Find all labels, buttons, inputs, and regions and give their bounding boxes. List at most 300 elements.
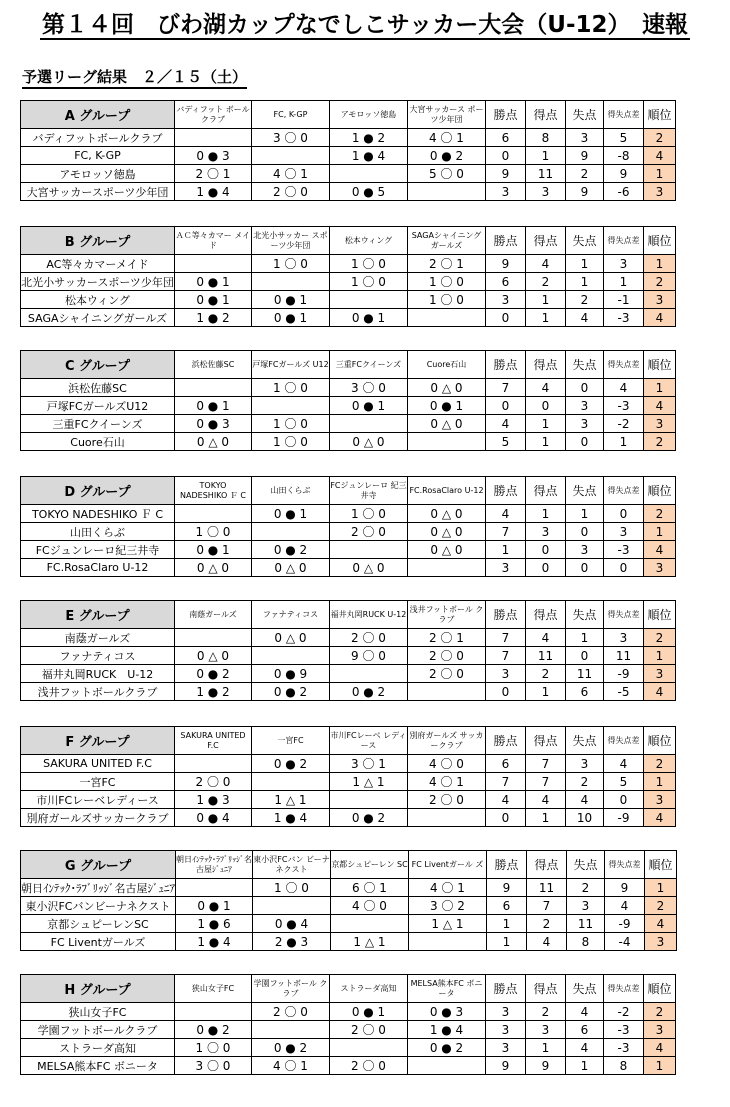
goal-difference-cell: -2 (604, 1003, 644, 1021)
match-result: 0 ● 2 (252, 541, 330, 559)
team-row (21, 773, 676, 791)
stat-header: 勝点 (486, 601, 526, 629)
opponent-header: ストラーダ高知 (330, 975, 408, 1003)
match-result: 0 ● 3 (408, 1003, 486, 1021)
match-result: 0 ● 1 (176, 897, 253, 915)
goals-for-cell: 7 (527, 897, 567, 915)
rank-cell: 3 (644, 665, 676, 683)
team-name: 学園フットボールクラブ (21, 1021, 175, 1039)
goal-difference-cell: -3 (604, 397, 644, 415)
match-result: 4 〇 1 (252, 165, 330, 183)
self-match-cell (408, 559, 486, 577)
match-result: 0 ● 2 (330, 683, 408, 701)
opponent-header: ＡＣ等々カマー メイド (175, 227, 252, 255)
points-cell: 9 (486, 1057, 526, 1075)
goal-difference-cell: -3 (604, 1021, 644, 1039)
goals-for-cell: 1 (526, 1039, 566, 1057)
goals-for-cell: 1 (526, 415, 566, 433)
goals-for-cell: 3 (526, 1021, 566, 1039)
team-row (21, 629, 676, 647)
opponent-header: 南蔭ガールズ (175, 601, 252, 629)
team-row (21, 897, 677, 915)
team-name: 市川FCレーベレディース (21, 791, 175, 809)
rank-cell: 2 (644, 1003, 676, 1021)
self-match-cell (408, 1057, 486, 1075)
goals-against-cell: 0 (566, 647, 604, 665)
stat-header: 失点 (567, 851, 605, 879)
goals-for-cell: 8 (526, 129, 566, 147)
match-result: 4 〇 1 (252, 1057, 330, 1075)
team-row (21, 1057, 676, 1075)
match-result: 0 ● 1 (330, 1003, 408, 1021)
match-result: 0 △ 0 (408, 541, 486, 559)
goals-against-cell: 2 (566, 291, 604, 309)
match-result: 2 〇 1 (408, 255, 486, 273)
stat-header: 得失点差 (604, 727, 644, 755)
match-result: 0 ● 4 (175, 809, 252, 827)
goals-for-cell: 1 (526, 809, 566, 827)
goals-against-cell: 8 (567, 933, 605, 951)
opponent-header: FC.RosaClaro U-12 (408, 477, 486, 505)
team-name: 三重FCクイーンズ (21, 415, 175, 433)
group-table (20, 226, 676, 327)
self-match-cell (330, 291, 408, 309)
team-row (21, 183, 676, 201)
group-table (20, 600, 676, 701)
match-result: 2 〇 0 (252, 1003, 330, 1021)
points-cell: 9 (486, 255, 526, 273)
self-match-cell (330, 665, 408, 683)
match-result: 4 〇 1 (409, 879, 487, 897)
goal-difference-cell: 1 (604, 433, 644, 451)
stat-header: 順位 (644, 477, 676, 505)
team-row (21, 1003, 676, 1021)
points-cell: 7 (486, 773, 526, 791)
goals-against-cell: 3 (567, 897, 605, 915)
self-match-cell (408, 433, 486, 451)
points-cell: 3 (486, 665, 526, 683)
opponent-header: Cuore石山 (408, 351, 486, 379)
goals-against-cell: 11 (566, 665, 604, 683)
team-name: AC等々カマーメイド (21, 255, 175, 273)
goal-difference-cell: 5 (604, 129, 644, 147)
points-cell: 0 (486, 147, 526, 165)
group-table (20, 100, 676, 201)
goals-for-cell: 11 (526, 647, 566, 665)
match-result: 0 ● 5 (330, 183, 408, 201)
goal-difference-cell: 0 (604, 559, 644, 577)
stat-header: 得失点差 (604, 477, 644, 505)
match-result: 1 〇 0 (408, 273, 486, 291)
group-name: G グループ (21, 851, 176, 879)
group-name: B グループ (21, 227, 175, 255)
points-cell: 6 (487, 897, 527, 915)
opponent-header: 浅井フットボール クラブ (408, 601, 486, 629)
team-name: Cuore石山 (21, 433, 175, 451)
opponent-header: 大宮サッカース ポーツ少年団 (408, 101, 486, 129)
team-row (21, 415, 676, 433)
points-cell: 0 (486, 683, 526, 701)
goals-for-cell: 4 (527, 933, 567, 951)
goals-for-cell: 4 (526, 379, 566, 397)
team-name: ファナティコス (21, 647, 175, 665)
goals-against-cell: 6 (566, 683, 604, 701)
rank-cell: 3 (645, 933, 677, 951)
goals-for-cell: 4 (526, 791, 566, 809)
points-cell: 1 (486, 541, 526, 559)
stat-header: 順位 (644, 227, 676, 255)
rank-cell: 2 (644, 505, 676, 523)
goal-difference-cell: -9 (604, 809, 644, 827)
match-result: 0 ● 2 (408, 147, 486, 165)
opponent-header: FCジュンレーロ 紀三井寺 (330, 477, 408, 505)
goal-difference-cell: 4 (604, 379, 644, 397)
goal-difference-cell: -2 (604, 415, 644, 433)
team-name: 大宮サッカースポーツ少年団 (21, 183, 175, 201)
stat-header: 勝点 (487, 851, 527, 879)
goals-against-cell: 1 (566, 273, 604, 291)
rank-cell: 4 (644, 541, 676, 559)
opponent-header: 北光小サッカー スポーツ少年団 (252, 227, 330, 255)
self-match-cell (175, 255, 252, 273)
team-name: 別府ガールズサッカークラブ (21, 809, 175, 827)
points-cell: 3 (486, 559, 526, 577)
match-result: 3 〇 0 (175, 1057, 252, 1075)
match-result: 0 ● 1 (175, 541, 252, 559)
goal-difference-cell: -1 (604, 291, 644, 309)
match-result: 0 △ 0 (252, 629, 330, 647)
goals-for-cell: 1 (526, 505, 566, 523)
points-cell: 3 (486, 291, 526, 309)
points-cell: 5 (486, 433, 526, 451)
points-cell: 0 (486, 809, 526, 827)
match-result: 9 〇 0 (330, 647, 408, 665)
goals-against-cell: 9 (566, 147, 604, 165)
match-result: 2 〇 0 (408, 647, 486, 665)
opponent-header: SAKURA UNITED F.C (175, 727, 252, 755)
group-table (20, 974, 676, 1075)
goal-difference-cell: 1 (604, 273, 644, 291)
match-result: 0 △ 0 (175, 433, 252, 451)
match-result: 5 〇 0 (408, 165, 486, 183)
group-table (20, 350, 676, 451)
self-match-cell (330, 415, 408, 433)
match-result: 1 〇 0 (175, 1039, 252, 1057)
goals-against-cell: 1 (566, 629, 604, 647)
goal-difference-cell: 0 (604, 791, 644, 809)
points-cell: 1 (487, 915, 527, 933)
match-result: 0 △ 0 (408, 523, 486, 541)
match-result: 0 ● 2 (252, 1039, 330, 1057)
points-cell: 6 (486, 129, 526, 147)
goals-against-cell: 1 (566, 255, 604, 273)
match-result: 1 △ 1 (331, 933, 409, 951)
rank-cell: 3 (644, 415, 676, 433)
match-result: 1 ● 2 (330, 129, 408, 147)
goals-for-cell: 2 (526, 273, 566, 291)
stat-header: 失点 (566, 975, 604, 1003)
stat-header: 得失点差 (604, 975, 644, 1003)
match-result: 0 △ 0 (252, 559, 330, 577)
goals-for-cell: 11 (527, 879, 567, 897)
group-table (20, 476, 676, 577)
match-result: 0 ● 1 (252, 291, 330, 309)
stat-header: 得点 (526, 351, 566, 379)
goals-against-cell: 0 (566, 379, 604, 397)
points-cell: 4 (486, 505, 526, 523)
match-result: 1 ● 4 (330, 147, 408, 165)
goals-against-cell: 0 (566, 523, 604, 541)
points-cell: 3 (486, 1039, 526, 1057)
self-match-cell (252, 147, 330, 165)
match-result: 4 〇 0 (408, 755, 486, 773)
goals-against-cell: 11 (567, 915, 605, 933)
goals-for-cell: 3 (526, 183, 566, 201)
goals-against-cell: 2 (566, 165, 604, 183)
goals-for-cell: 9 (526, 1057, 566, 1075)
match-result: 1 ● 2 (175, 683, 252, 701)
team-row (21, 683, 676, 701)
match-result: 2 〇 0 (330, 523, 408, 541)
goals-against-cell: 2 (566, 773, 604, 791)
match-result: 4 〇 1 (408, 129, 486, 147)
opponent-header: 京都シュピーレン SC (331, 851, 409, 879)
match-result: 1 〇 0 (252, 433, 330, 451)
team-name: FC Liventガールズ (21, 933, 176, 951)
match-result: 4 〇 1 (408, 773, 486, 791)
match-result: 1 ● 2 (175, 309, 252, 327)
team-row (21, 559, 676, 577)
rank-cell: 3 (644, 183, 676, 201)
goals-against-cell: 2 (567, 879, 605, 897)
points-cell: 7 (486, 379, 526, 397)
stat-header: 得失点差 (604, 227, 644, 255)
points-cell: 7 (486, 647, 526, 665)
team-name: FC, K-GP (21, 147, 175, 165)
stat-header: 順位 (644, 727, 676, 755)
rank-cell: 1 (644, 379, 676, 397)
goal-difference-cell: 5 (604, 773, 644, 791)
match-result: 0 ● 1 (330, 309, 408, 327)
match-result: 1 〇 0 (252, 255, 330, 273)
goal-difference-cell: -5 (604, 683, 644, 701)
match-result: 1 〇 0 (408, 291, 486, 309)
goals-for-cell: 4 (526, 255, 566, 273)
self-match-cell (252, 1021, 330, 1039)
goals-against-cell: 4 (566, 309, 604, 327)
goals-for-cell: 1 (526, 291, 566, 309)
team-row (21, 647, 676, 665)
team-row (21, 933, 677, 951)
team-row (21, 379, 676, 397)
match-result: 1 ● 4 (252, 809, 330, 827)
goals-against-cell: 1 (566, 505, 604, 523)
team-name: 松本ウィング (21, 291, 175, 309)
opponent-header: 東小沢FCバン ビーナネクスト (253, 851, 331, 879)
match-result: 0 △ 0 (330, 433, 408, 451)
match-result: 0 ● 2 (175, 1021, 252, 1039)
match-result: 4 〇 0 (331, 897, 409, 915)
group-table (20, 850, 677, 951)
opponent-header: 一宮FC (252, 727, 330, 755)
self-match-cell (175, 129, 252, 147)
self-match-cell (252, 523, 330, 541)
match-result: 2 〇 0 (175, 773, 252, 791)
team-name: 山田くらぶ (21, 523, 175, 541)
stat-header: 勝点 (486, 975, 526, 1003)
match-result: 1 △ 1 (409, 915, 487, 933)
stat-header: 得失点差 (604, 601, 644, 629)
match-result: 0 ● 1 (175, 291, 252, 309)
rank-cell: 4 (644, 683, 676, 701)
goal-difference-cell: 3 (604, 523, 644, 541)
goal-difference-cell: 9 (605, 879, 645, 897)
team-row (21, 1021, 676, 1039)
opponent-header: 市川FCレーベ レディース (330, 727, 408, 755)
rank-cell: 1 (644, 523, 676, 541)
match-result: 0 △ 0 (175, 647, 252, 665)
team-name: MELSA熊本FC ボニータ (21, 1057, 175, 1075)
rank-cell: 4 (645, 915, 677, 933)
team-name: バディフットボールクラブ (21, 129, 175, 147)
points-cell: 3 (486, 1021, 526, 1039)
self-match-cell (408, 683, 486, 701)
opponent-header: バディフット ボールクラブ (175, 101, 252, 129)
self-match-cell (409, 933, 487, 951)
match-result: 1 ● 4 (175, 183, 252, 201)
points-cell: 4 (486, 415, 526, 433)
stat-header: 失点 (566, 227, 604, 255)
match-result: 1 〇 0 (252, 415, 330, 433)
rank-cell: 1 (644, 255, 676, 273)
group-name: E グループ (21, 601, 175, 629)
stat-header: 得失点差 (604, 351, 644, 379)
stat-header: 勝点 (486, 227, 526, 255)
team-name: 南蔭ガールズ (21, 629, 175, 647)
goal-difference-cell: 3 (604, 629, 644, 647)
team-row (21, 505, 676, 523)
goals-against-cell: 1 (566, 1057, 604, 1075)
match-result: 1 ● 4 (176, 933, 253, 951)
match-result: 0 △ 0 (408, 379, 486, 397)
match-result: 0 △ 0 (408, 415, 486, 433)
goals-for-cell: 2 (526, 665, 566, 683)
team-name: SAGAシャイニングガールズ (21, 309, 175, 327)
match-result: 2 〇 0 (330, 1057, 408, 1075)
self-match-cell (175, 1003, 252, 1021)
team-row (21, 397, 676, 415)
team-row (21, 129, 676, 147)
group-name: F グループ (21, 727, 175, 755)
team-name: 京都シュピーレンSC (21, 915, 176, 933)
stat-header: 順位 (644, 101, 676, 129)
stat-header: 失点 (566, 601, 604, 629)
goal-difference-cell: -3 (604, 1039, 644, 1057)
match-result: 0 △ 0 (408, 505, 486, 523)
rank-cell: 2 (644, 755, 676, 773)
self-match-cell (175, 505, 252, 523)
self-match-cell (176, 879, 253, 897)
rank-cell: 3 (644, 559, 676, 577)
goals-for-cell: 0 (526, 559, 566, 577)
match-result: 0 ● 1 (175, 397, 252, 415)
opponent-header: 三重FCクイーンズ (330, 351, 408, 379)
opponent-header: 浜松佐藤SC (175, 351, 252, 379)
match-result: 2 〇 0 (408, 791, 486, 809)
match-result: 2 〇 0 (330, 629, 408, 647)
team-name: アモロッソ徳島 (21, 165, 175, 183)
match-result: 0 △ 0 (175, 559, 252, 577)
page-subtitle: 予選リーグ結果 ２／１５（土） (22, 66, 247, 89)
goal-difference-cell: -3 (604, 541, 644, 559)
goals-for-cell: 3 (526, 523, 566, 541)
goal-difference-cell: 9 (604, 165, 644, 183)
match-result: 6 〇 1 (331, 879, 409, 897)
team-row (21, 255, 676, 273)
team-row (21, 309, 676, 327)
goal-difference-cell: 3 (604, 255, 644, 273)
match-result: 2 〇 1 (408, 629, 486, 647)
opponent-header: 朝日ｲﾝﾃｯｸ･ﾗﾌﾞﾘｯｼﾞ名 古屋ｼﾞｭﾆｱ (176, 851, 253, 879)
points-cell: 3 (486, 1003, 526, 1021)
match-result: 0 ● 1 (330, 397, 408, 415)
goals-for-cell: 0 (526, 541, 566, 559)
match-result: 2 ● 3 (253, 933, 331, 951)
goals-for-cell: 4 (526, 629, 566, 647)
goal-difference-cell: 8 (604, 1057, 644, 1075)
match-result: 2 〇 0 (408, 665, 486, 683)
team-row (21, 541, 676, 559)
team-name: 浅井フットボールクラブ (21, 683, 175, 701)
match-result: 1 ● 3 (175, 791, 252, 809)
self-match-cell (175, 379, 252, 397)
team-name: TOKYO NADESHIKO Ｆ C (21, 505, 175, 523)
opponent-header: 学園フットボール クラブ (252, 975, 330, 1003)
goals-against-cell: 4 (566, 791, 604, 809)
team-name: 東小沢FCバンビーナネクスト (21, 897, 176, 915)
group-table (20, 726, 676, 827)
goal-difference-cell: 4 (605, 897, 645, 915)
team-row (21, 273, 676, 291)
goals-against-cell: 10 (566, 809, 604, 827)
rank-cell: 1 (644, 1057, 676, 1075)
opponent-header: アモロッソ徳島 (330, 101, 408, 129)
match-result: 0 ● 3 (175, 415, 252, 433)
match-result: 3 〇 0 (330, 379, 408, 397)
self-match-cell (252, 273, 330, 291)
stat-header: 得点 (526, 227, 566, 255)
rank-cell: 3 (644, 291, 676, 309)
match-result: 3 〇 0 (252, 129, 330, 147)
goal-difference-cell: -9 (604, 665, 644, 683)
match-result: 1 ● 4 (408, 1021, 486, 1039)
goal-difference-cell: -3 (604, 309, 644, 327)
match-result: 0 ● 2 (408, 1039, 486, 1057)
goals-against-cell: 3 (566, 415, 604, 433)
match-result: 2 〇 1 (175, 165, 252, 183)
stat-header: 失点 (566, 477, 604, 505)
stat-header: 勝点 (486, 477, 526, 505)
goals-for-cell: 11 (526, 165, 566, 183)
goal-difference-cell: -4 (605, 933, 645, 951)
opponent-header: MELSA熊本FC ボニータ (408, 975, 486, 1003)
stat-header: 得点 (526, 101, 566, 129)
team-name: FC.RosaClaro U-12 (21, 559, 175, 577)
team-row (21, 755, 676, 773)
points-cell: 4 (486, 791, 526, 809)
match-result: 1 〇 0 (330, 505, 408, 523)
goals-for-cell: 2 (526, 1003, 566, 1021)
